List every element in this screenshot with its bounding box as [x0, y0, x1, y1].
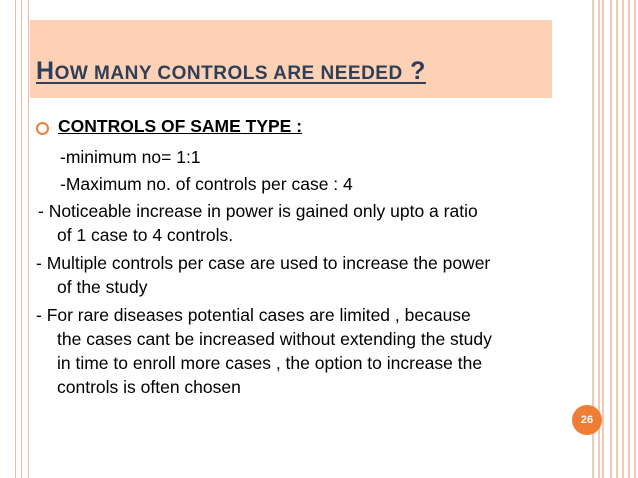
- left-border-lines: [15, 0, 29, 478]
- title-first-letter: H: [36, 57, 55, 85]
- body-line: the cases cant be increased without extending the study: [57, 329, 492, 349]
- body-line: of the study: [57, 277, 148, 297]
- body-line: of 1 case to 4 controls.: [57, 225, 234, 245]
- bullet-heading: CONTROLS OF SAME TYPE :: [58, 116, 303, 136]
- body-line: controls is often chosen: [57, 377, 241, 397]
- bullet-circle-icon: [36, 122, 49, 135]
- body-line: -Maximum no. of controls per case : 4: [60, 174, 353, 194]
- body-line: in time to enroll more cases , the option to increase the: [57, 353, 483, 373]
- body-line: - Multiple controls per case are used to increase the power: [36, 253, 491, 273]
- body-line: - Noticeable increase in power is gained only upto a ratio: [38, 201, 478, 221]
- title-rest: OW MANY CONTROLS ARE NEEDED: [54, 63, 403, 84]
- body-line: - For rare diseases potential cases are limited , because: [36, 305, 471, 325]
- body-line: -minimum no= 1:1: [60, 147, 201, 167]
- title-suffix: ?: [402, 57, 426, 85]
- slide-title: [36, 57, 426, 86]
- right-decorative-stripes: [590, 0, 638, 478]
- page-number-badge: 26: [572, 405, 602, 435]
